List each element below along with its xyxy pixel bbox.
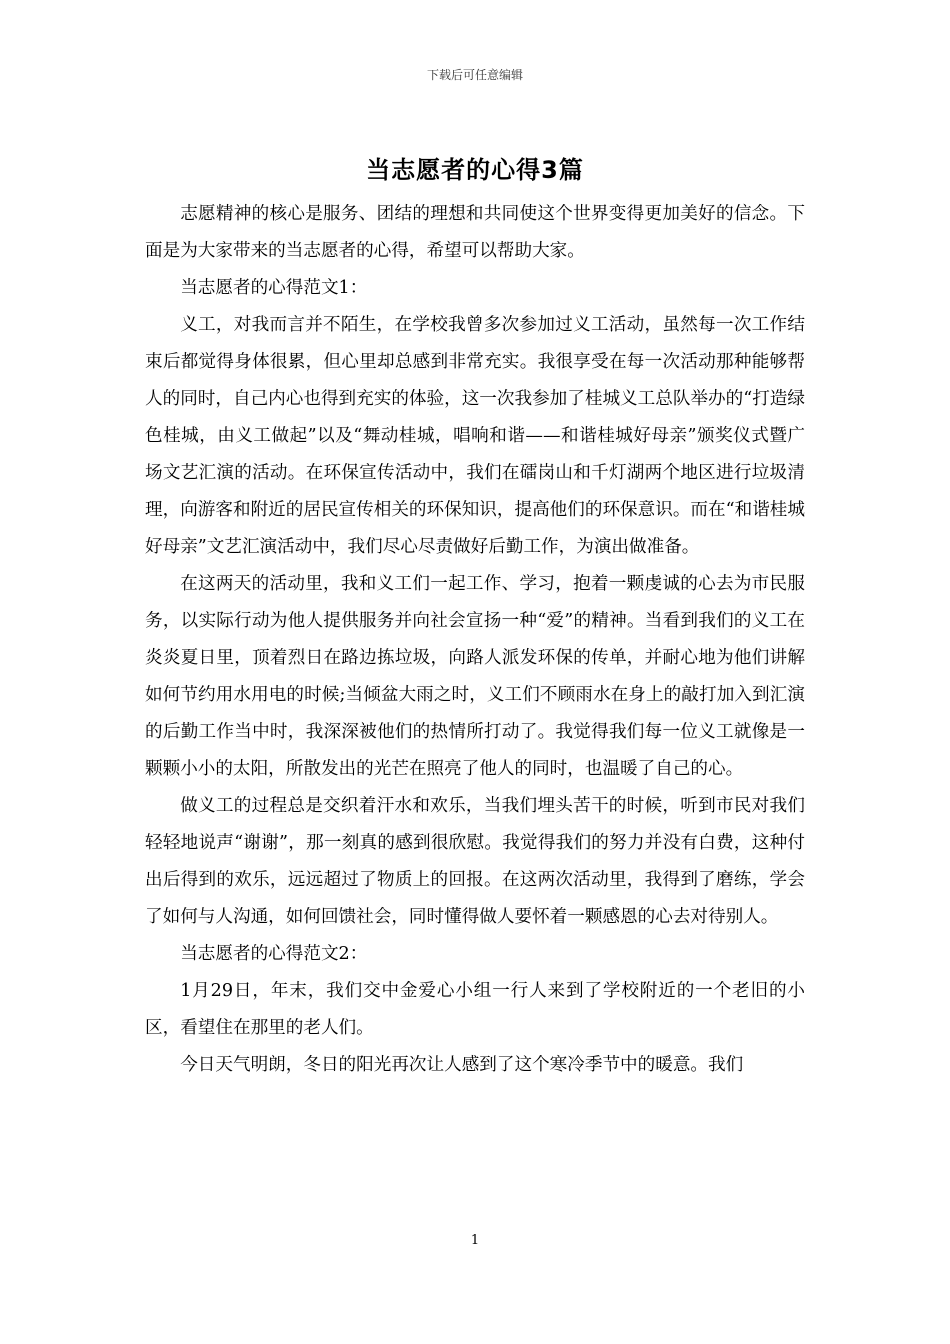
page-number: 1 xyxy=(470,1233,480,1248)
paragraph: 1月29日，年末，我们交中金爱心小组一行人来到了学校附近的一个老旧的小区，看望住在那里的老人们。 xyxy=(145,981,805,1038)
paragraph: 做义工的过程总是交织着汗水和欢乐，当我们埋头苦干的时候，听到市民对我们轻轻地说声“谢谢”，那一刻真的感到很欣慰。我觉得我们的努力并没有白费，这种付出后得到的欢乐，远远超过了物质上的回报。在这两次活动里，我得到了磨练，学会了如何与人沟通，如何回馈社会，同时懂得做人要怀着一颗感恩的心去对待别人。 xyxy=(145,796,805,927)
paragraph: 在这两天的活动里，我和义工们一起工作、学习，抱着一颗虔诚的心去为市民服务，以实际行动为他人提供服务并向社会宣扬一种“爱”的精神。当看到我们的义工在炎炎夏日里，顶着烈日在路边拣垃圾，向路人派发环保的传单，并耐心地为他们讲解如何节约用水用电的时候;当倾盆大雨之时，义工们不顾雨水在身上的敲打加入到汇演的后勤工作当中时，我深深被他们的热情所打动了。我觉得我们每一位义工就像是一颗颗小小的太阳，所散发出的光芒在照亮了他人的同时，也温暖了自己的心。 xyxy=(145,574,805,779)
section-heading-2: 当志愿者的心得范文2： xyxy=(180,944,368,964)
section-heading-1: 当志愿者的心得范文1： xyxy=(180,278,368,298)
paragraph: 义工，对我而言并不陌生，在学校我曾多次参加过义工活动，虽然每一次工作结束后都觉得身体很累，但心里却总感到非常充实。我很享受在每一次活动那种能够帮人的同时，自己内心也得到充实的体验，这一次我参加了桂城义工总队举办的“打造绿色桂城，由义工做起”以及“舞动桂城，唱响和谐——和谐桂城好母亲”颁奖仪式暨广场文艺汇演的活动。在环保宣传活动中，我们在礌岗山和千灯湖两个地区进行垃圾清理，向游客和附近的居民宣传相关的环保知识，提高他们的环保意识。而在“和谐桂城好母亲”文艺汇演活动中，我们尽心尽责做好后勤工作，为演出做准备。 xyxy=(145,315,805,557)
document-body xyxy=(145,196,805,1084)
paragraph-intro: 志愿精神的核心是服务、团结的理想和共同使这个世界变得更加美好的信念。下面是为大家带来的当志愿者的心得，希望可以帮助大家。 xyxy=(145,204,805,261)
document-title: 当志愿者的心得3篇 xyxy=(366,156,584,184)
paragraph: 今日天气明朗，冬日的阳光再次让人感到了这个寒冷季节中的暖意。我们 xyxy=(180,1055,744,1075)
header-note: 下载后可任意编辑 xyxy=(426,68,523,82)
